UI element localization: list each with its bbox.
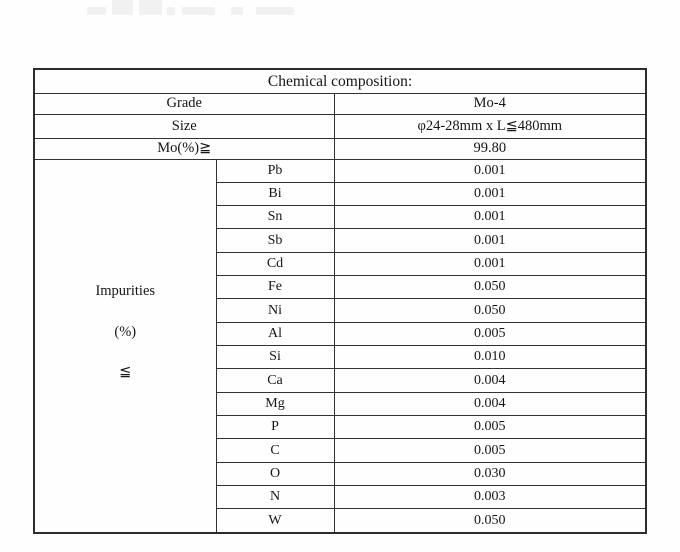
element-cell: Mg (216, 392, 334, 415)
value-cell: 0.001 (334, 159, 646, 182)
impurities-header-cell (34, 159, 216, 533)
value-cell: 0.001 (334, 229, 646, 252)
element-cell: Cd (216, 252, 334, 275)
value-cell: 0.001 (334, 206, 646, 229)
grade-label: Grade (34, 93, 334, 114)
value-cell: 0.010 (334, 346, 646, 369)
table-row (34, 159, 646, 182)
element-cell: Fe (216, 276, 334, 299)
element-cell: Sb (216, 229, 334, 252)
size-value: φ24-28mm x L≦480mm (334, 114, 646, 138)
impurities-percent-label: (%) (114, 323, 137, 340)
value-cell: 0.005 (334, 416, 646, 439)
element-cell: W (216, 509, 334, 533)
table-row (34, 93, 646, 114)
grade-value: Mo-4 (334, 93, 646, 114)
element-cell: Sn (216, 206, 334, 229)
value-cell: 0.004 (334, 392, 646, 415)
element-cell: Bi (216, 182, 334, 205)
element-cell: N (216, 486, 334, 509)
value-cell: 0.001 (334, 182, 646, 205)
table-row (34, 138, 646, 159)
value-cell: 0.005 (334, 439, 646, 462)
element-cell: Al (216, 322, 334, 345)
impurities-label: Impurities (95, 283, 156, 299)
element-cell: Si (216, 346, 334, 369)
scan-artifact-text (0, 0, 680, 16)
table-row (34, 69, 646, 93)
value-cell: 0.004 (334, 369, 646, 392)
value-cell: 0.001 (334, 252, 646, 275)
value-cell: 0.050 (334, 276, 646, 299)
element-cell: O (216, 462, 334, 485)
value-cell: 0.050 (334, 299, 646, 322)
value-cell: 0.005 (334, 322, 646, 345)
table-title: Chemical composition: (34, 69, 646, 93)
mo-percent-value: 99.80 (334, 138, 646, 159)
value-cell: 0.030 (334, 462, 646, 485)
value-cell: 0.050 (334, 509, 646, 533)
element-cell: P (216, 416, 334, 439)
table-row (34, 114, 646, 138)
element-cell: Ca (216, 369, 334, 392)
element-cell: Ni (216, 299, 334, 322)
element-cell: Pb (216, 159, 334, 182)
less-than-or-equal-symbol: ≦ (119, 364, 132, 380)
value-cell: 0.003 (334, 486, 646, 509)
mo-percent-label: Mo(%)≧ (34, 138, 334, 159)
chemical-composition-table (33, 68, 647, 534)
element-cell: C (216, 439, 334, 462)
size-label: Size (34, 114, 334, 138)
